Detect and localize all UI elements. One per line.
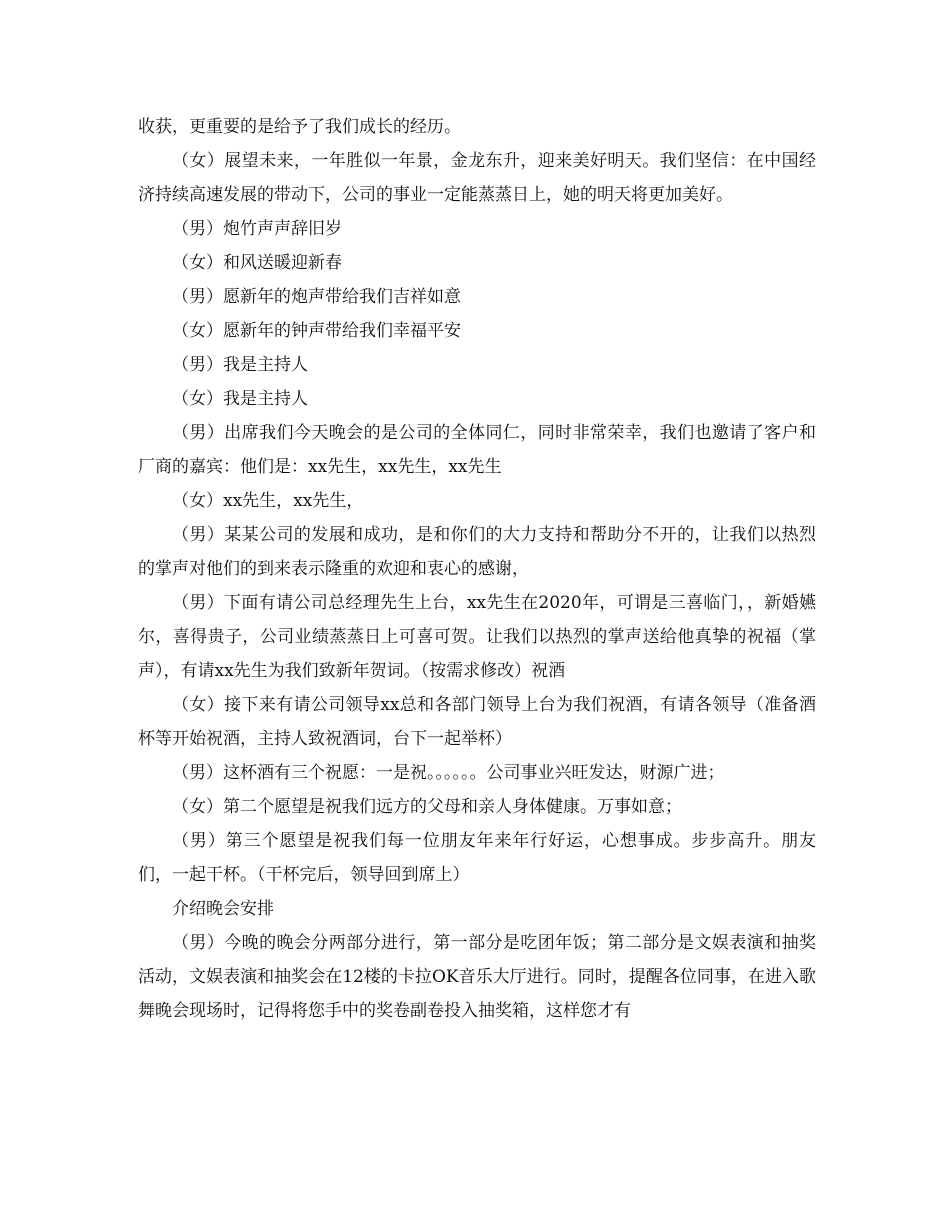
paragraph-female-toast: （女）接下来有请公司领导xx总和各部门领导上台为我们祝酒，有请各领导（准备酒杯等开始祝酒，主持人致祝酒词，台下一起举杯）	[138, 695, 816, 749]
paragraph-male-wish-three: （男）第三个愿望是祝我们每一位朋友年来年行好运，心想事成。步步高升。朋友们，一起干杯。（干杯完后，领导回到席上）	[138, 831, 816, 885]
paragraph-female-guests: （女）xx先生，xx先生，	[172, 491, 364, 511]
paragraph-continued: 收获，更重要的是给予了我们成长的经历。	[138, 117, 461, 137]
paragraph-male-manager: （男）下面有请公司总经理先生上台，xx先生在2020年，可谓是三喜临门，，新婚嬿尔，喜得贵子，公司业绩蒸蒸日上可喜可贺。让我们以热烈的掌声送给他真挚的祝福（掌声），有请xx先生为我们致新年贺词。（按需求修改）祝酒	[138, 593, 816, 681]
paragraph-male-schedule: （男）今晚的晚会分两部分进行，第一部分是吃团年饭；第二部分是文娱表演和抽奖活动，文娱表演和抽奖会在12楼的卡拉OK音乐大厅进行。同时，提醒各位同事，在进入歌舞晚会现场时，记得将您手中的奖卷副卷投入抽奖箱，这样您才有	[138, 933, 816, 1021]
paragraph-male-firecrackers: （男）炮竹声声辞旧岁	[172, 219, 342, 239]
paragraph-male-host: （男）我是主持人	[172, 355, 308, 375]
section-heading-schedule: 介绍晚会安排	[172, 899, 274, 919]
paragraph-male-guests: （男）出席我们今天晚会的是公司的全体同仁，同时非常荣幸，我们也邀请了客户和厂商的嘉宾：他们是：xx先生，xx先生，xx先生	[138, 423, 816, 477]
paragraph-female-peace: （女）愿新年的钟声带给我们幸福平安	[172, 321, 461, 341]
document-body	[138, 110, 816, 1028]
paragraph-female-future: （女）展望未来，一年胜似一年景，金龙东升，迎来美好明天。我们坚信：在中国经济持续高速发展的带动下，公司的事业一定能蒸蒸日上，她的明天将更加美好。	[138, 151, 816, 205]
paragraph-male-luck: （男）愿新年的炮声带给我们吉祥如意	[172, 287, 461, 307]
paragraph-male-thanks: （男）某某公司的发展和成功，是和你们的大力支持和帮助分不开的，让我们以热烈的掌声对他们的到来表示隆重的欢迎和衷心的感谢，	[138, 525, 816, 579]
paragraph-female-host: （女）我是主持人	[172, 389, 308, 409]
paragraph-female-spring: （女）和风送暖迎新春	[172, 253, 342, 273]
paragraph-female-wish-two: （女）第二个愿望是祝我们远方的父母和亲人身体健康。万事如意；	[172, 797, 682, 817]
paragraph-male-wish-one: （男）这杯酒有三个祝愿：一是祝。。。。。。公司事业兴旺发达，财源广进；	[172, 763, 725, 783]
